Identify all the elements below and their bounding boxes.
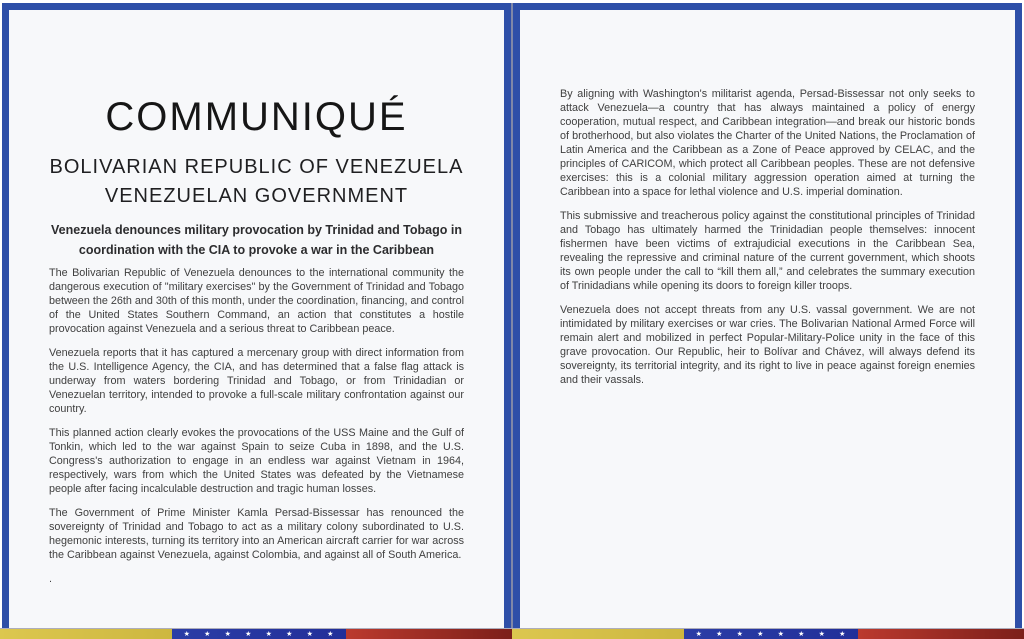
venezuela-flag-strip-left [0, 628, 512, 639]
page-spread [2, 3, 1022, 628]
document-subtitle-line1: Venezuela denounces military provocation by Trinidad and Tobago in [51, 223, 462, 237]
org-name [9, 153, 504, 211]
paragraph: Venezuela does not accept threats from any U.S. vassal government. We are not intimidated by military exercises or war cries. The Bolivarian National Armed Force will remain alert and mobilized in perfect Popular-Military-Police unity in the face of this grave provocation. Our Republic, heir to Bolívar and Chávez, will always defend its sovereignty, its territorial integrity, and its right to live in peace against foreign enemies and their vassals. [560, 304, 975, 386]
flag-yellow-band [512, 629, 684, 639]
venezuela-flag-strip-right [512, 628, 1024, 639]
paragraph: By aligning with Washington's militarist agenda, Persad-Bissessar not only seeks to attack Venezuela—a country that has always maintained a policy of energy cooperation, mutual respect, and Caribbean integration—and break our historic bonds of brotherhood, but also violates the Charter of the United Nations, the Proclamation of Latin America and the Caribbean as a Zone of Peace approved by CELAC, and the principles of CARICOM, which protect all Caribbean peoples. These are not defensive exercises: this is a colonial military aggression operation aimed at turning the Caribbean into a space for lethal violence and U.S. imperial domination. [560, 88, 975, 198]
paragraph: The Government of Prime Minister Kamla Persad-Bissessar has renounced the sovereignty of Trinidad and Tobago to act as a military colony subordinated to U.S. hegemonic interests, turning its territory into an American aircraft carrier for war across the Caribbean against Venezuela, against Colombia, and against all of South America. [49, 507, 464, 561]
page-2-body [520, 10, 1015, 387]
venezuela-flag-footer [0, 628, 1024, 639]
page-title: COMMUNIQUÉ [105, 95, 408, 139]
document-subtitle-line2: coordination with the CIA to provoke a war in the Caribbean [78, 243, 435, 257]
flag-yellow-band [0, 629, 172, 639]
org-name-line1: BOLIVARIAN REPUBLIC OF VENEZUELA [49, 156, 464, 178]
paragraph: This submissive and treacherous policy against the constitutional principles of Trinidad and Tobago has ultimately harmed the Trinidadian people themselves: innocent fishermen have been victims of extrajudicial executions in the Caribbean Sea, revealing the repressive and criminal nature of the current government, which shoots its own people under the call to “kill them all,” and celebrates the summary execution of Trinidadians while opening its doors to foreign killer troops. [560, 210, 975, 292]
paragraph: The Bolivarian Republic of Venezuela denounces to the international community the dangerous execution of "military exercises" by the Government of Trinidad and Tobago between the 26th and 30th of this month, under the coordination, financing, and control of the United States Southern Command, an action that constitutes a hostile provocation against Venezuela and a serious threat to Caribbean peace. [49, 267, 464, 335]
org-name-line2: VENEZUELAN GOVERNMENT [104, 185, 409, 207]
page-1 [2, 3, 511, 628]
paragraph: Venezuela reports that it has captured a mercenary group with direct information from the U.S. Intelligence Agency, the CIA, and has determined that a false flag attack is underway from waters bordering Trinidad and Tobago, or from Trinidadian or Venezuelan territory, intended to provoke a full-scale military confrontation against our country. [49, 347, 464, 415]
flag-stars-icon: ★ ★ ★ ★ ★ ★ ★ ★ [183, 629, 334, 638]
paragraph: . [49, 573, 52, 585]
paragraph: This planned action clearly evokes the provocations of the USS Maine and the Gulf of Tonkin, which led to the war against Spain to seize Cuba in 1898, and the U.S. Congress's authorization to engage in an endless war against Vietnam in 1964, respectively, wars from which the United States was defeated by the Vietnamese people after facing incalculable destruction and tragic human losses. [49, 427, 464, 495]
page-1-body [9, 266, 504, 586]
flag-red-band [346, 629, 512, 639]
flag-blue-band [172, 629, 346, 639]
flag-red-band [858, 629, 1024, 639]
flag-blue-band [684, 629, 858, 639]
page-2 [513, 3, 1022, 628]
document-subtitle [9, 220, 504, 260]
flag-stars-icon: ★ ★ ★ ★ ★ ★ ★ ★ [695, 629, 846, 638]
